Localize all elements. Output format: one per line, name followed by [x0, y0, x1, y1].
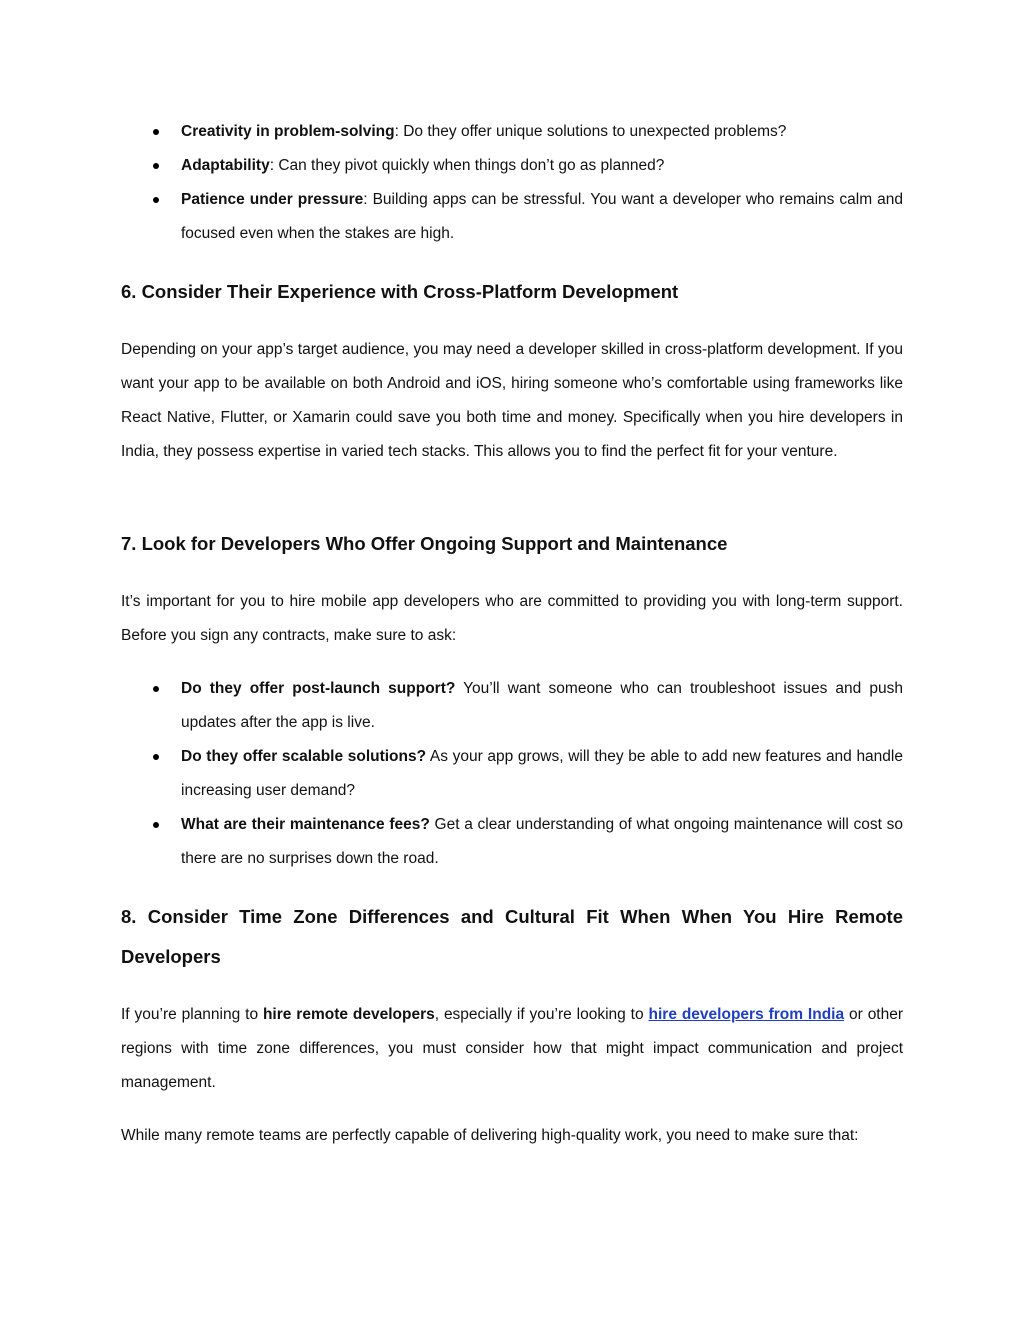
bold-phrase: hire remote developers [262, 1006, 435, 1023]
list-item [121, 672, 903, 740]
section-7-heading: 7. Look for Developers Who Offer Ongoing Support and Maintenance [121, 533, 728, 554]
bullet-icon [153, 822, 159, 828]
list-item-text: As your app grows, will they be able to add new features and handle increasing user demand? [181, 748, 903, 799]
section-8-heading: 8. Consider Time Zone Differences and Cultural Fit When When You Hire Remote Developers [121, 906, 903, 967]
list-item [121, 115, 903, 149]
list-item [121, 183, 903, 251]
list-item-term: What are their maintenance fees? [181, 816, 430, 833]
list-item-term: Do they offer scalable solutions? [181, 748, 427, 765]
bullet-icon [153, 754, 159, 760]
list-item-text: : Can they pivot quickly when things don’t go as planned? [269, 157, 665, 174]
bullet-icon [153, 686, 159, 692]
section-8-paragraph-2: While many remote teams are perfectly capable of delivering high-quality work, you need to make sure that: [121, 1127, 859, 1144]
hire-developers-india-link[interactable]: hire developers from India [648, 1006, 845, 1023]
section-8-paragraph-1: If you’re planning to hire remote developers, especially if you’re looking to hire developers from India or other regions with time zone differences, you must consider how that might impact communication and project management. [121, 1006, 904, 1091]
support-questions-list [121, 672, 903, 876]
section-6-paragraph: Depending on your app’s target audience, you may need a developer skilled in cross-platform development. If you want your app to be available on both Android and iOS, hiring someone who’s comfortable using frameworks like React Native, Flutter, or Xamarin could save you both time and money. Specifically when you hire developers in India, they possess expertise in varied tech stacks. This allows you to find the perfect fit for your venture. [121, 341, 903, 460]
bullet-icon [153, 197, 159, 203]
list-item-term: Do they offer post-launch support? [181, 680, 456, 697]
bullet-icon [153, 163, 159, 169]
list-item-term: Adaptability [181, 157, 270, 174]
list-item-text: Get a clear understanding of what ongoing maintenance will cost so there are no surprises down the road. [181, 816, 903, 867]
list-item-text: : Do they offer unique solutions to unexpected problems? [394, 123, 787, 140]
list-item [121, 740, 903, 808]
list-item-term: Patience under pressure [181, 191, 364, 208]
qualities-list [121, 115, 903, 251]
bullet-icon [153, 129, 159, 135]
list-item [121, 149, 903, 183]
section-6-heading: 6. Consider Their Experience with Cross-Platform Development [121, 281, 679, 302]
list-item-text: : Building apps can be stressful. You want a developer who remains calm and focused even when the stakes are high. [181, 191, 903, 242]
list-item-term: Creativity in problem-solving [181, 123, 395, 140]
list-item-text: You’ll want someone who can troubleshoot issues and push updates after the app is live. [181, 680, 903, 731]
list-item [121, 808, 903, 876]
section-7-paragraph: It’s important for you to hire mobile app developers who are committed to providing you with long-term support. Before you sign any contracts, make sure to ask: [121, 593, 903, 644]
